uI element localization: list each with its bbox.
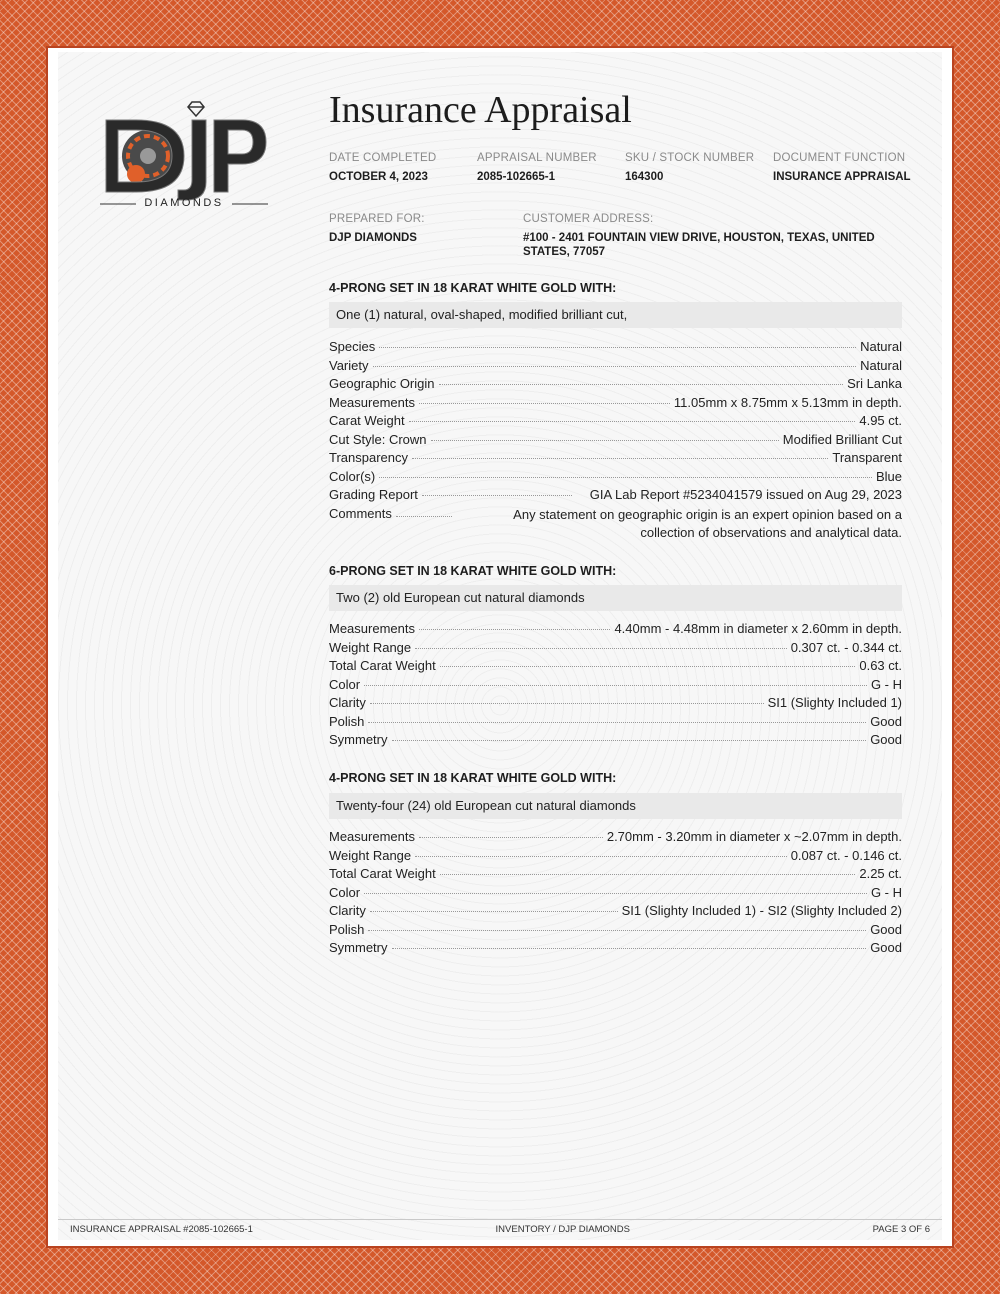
spec-row bbox=[329, 469, 902, 488]
section-description: One (1) natural, oval-shaped, modified brilliant cut, bbox=[329, 302, 902, 328]
spec-value: 11.05mm x 8.75mm x 5.13mm in depth. bbox=[673, 394, 902, 410]
spec-row bbox=[329, 903, 902, 922]
spec-value: SI1 (Slighty Included 1) - SI2 (Slighty Included 2) bbox=[621, 903, 902, 918]
spec-label: Weight Range bbox=[329, 639, 412, 655]
page-footer bbox=[70, 1224, 930, 1235]
address-value: #100 - 2401 FOUNTAIN VIEW DRIVE, HOUSTON, TEXAS, UNITED STATES, 77057 bbox=[523, 232, 875, 258]
spec-label: Measurements bbox=[329, 621, 415, 636]
spec-row bbox=[329, 450, 902, 469]
dot-leader bbox=[409, 421, 856, 422]
spec-row bbox=[329, 866, 902, 885]
spec-row bbox=[329, 885, 902, 904]
spec-label: Total Carat Weight bbox=[329, 658, 436, 673]
prepared-value: DJP DIAMONDS bbox=[329, 232, 417, 244]
spec-label: Weight Range bbox=[329, 847, 412, 863]
spec-value: Good bbox=[870, 713, 902, 729]
spec-row bbox=[329, 640, 902, 659]
spec-label: Color bbox=[329, 884, 361, 900]
spec-row bbox=[329, 432, 902, 451]
dot-leader bbox=[370, 911, 618, 912]
meta-label: DATE COMPLETED bbox=[329, 152, 437, 164]
prepared-label: PREPARED FOR: bbox=[329, 213, 425, 225]
spec-label: Measurements bbox=[329, 394, 415, 410]
meta-label: APPRAISAL NUMBER bbox=[477, 152, 597, 164]
spec-value: 4.95 ct. bbox=[859, 413, 902, 428]
spec-value: Modified Brilliant Cut bbox=[782, 431, 902, 447]
dot-leader bbox=[419, 837, 603, 838]
meta-value: INSURANCE APPRAISAL bbox=[773, 171, 911, 183]
spec-row bbox=[329, 658, 902, 677]
spec-value: 0.087 ct. - 0.146 ct. bbox=[790, 847, 902, 863]
spec-label: Total Carat Weight bbox=[329, 866, 436, 881]
spec-value: G - H bbox=[870, 884, 902, 900]
dot-leader bbox=[422, 495, 572, 496]
spec-row bbox=[329, 339, 902, 358]
spec-value: 0.307 ct. - 0.344 ct. bbox=[790, 639, 902, 655]
dot-leader bbox=[431, 440, 779, 441]
dot-leader bbox=[412, 458, 828, 459]
dot-leader bbox=[419, 403, 670, 404]
spec-row bbox=[329, 677, 902, 696]
spec-label: Color bbox=[329, 676, 361, 692]
dot-leader bbox=[379, 347, 856, 348]
dot-leader bbox=[396, 516, 452, 517]
meta-date-completed bbox=[329, 152, 436, 184]
meta-value: 2085-102665-1 bbox=[477, 171, 556, 183]
spec-value: Natural bbox=[860, 339, 902, 354]
spec-row bbox=[329, 506, 902, 543]
dot-leader bbox=[415, 648, 787, 649]
meta-appraisal-number bbox=[477, 152, 597, 184]
logo-subtitle: DIAMONDS bbox=[144, 197, 224, 209]
section-heading: 6-PRONG SET IN 18 KARAT WHITE GOLD WITH: bbox=[329, 564, 617, 578]
spec-value: Good bbox=[870, 940, 902, 955]
spec-row bbox=[329, 940, 902, 959]
dot-leader bbox=[364, 893, 867, 894]
spec-label: Polish bbox=[329, 713, 365, 729]
meta-value: OCTOBER 4, 2023 bbox=[329, 171, 428, 183]
meta-document-function bbox=[773, 152, 911, 184]
djp-logo bbox=[96, 96, 272, 222]
meta-label: DOCUMENT FUNCTION bbox=[773, 152, 906, 164]
spec-label: Clarity bbox=[329, 903, 366, 918]
spec-label: Variety bbox=[329, 357, 369, 373]
spec-row bbox=[329, 714, 902, 733]
spec-row bbox=[329, 358, 902, 377]
spec-value: 0.63 ct. bbox=[859, 658, 902, 673]
spec-value: Blue bbox=[875, 468, 902, 484]
dot-leader bbox=[379, 477, 872, 478]
footer-appraisal-ref: INSURANCE APPRAISAL #2085-102665-1 bbox=[70, 1224, 253, 1235]
spec-row bbox=[329, 829, 902, 848]
spec-label: Cut Style: Crown bbox=[329, 431, 427, 447]
section-description: Twenty-four (24) old European cut natural diamonds bbox=[329, 793, 902, 819]
spec-label: Measurements bbox=[329, 829, 415, 844]
spec-row bbox=[329, 395, 902, 414]
spec-value: 4.40mm - 4.48mm in diameter x 2.60mm in depth. bbox=[614, 621, 902, 636]
spec-label: Clarity bbox=[329, 695, 366, 710]
dot-leader bbox=[440, 666, 856, 667]
dot-leader bbox=[419, 629, 610, 630]
spec-row bbox=[329, 413, 902, 432]
section-heading: 4-PRONG SET IN 18 KARAT WHITE GOLD WITH: bbox=[329, 281, 617, 295]
spec-list bbox=[329, 621, 902, 751]
section-heading: 4-PRONG SET IN 18 KARAT WHITE GOLD WITH: bbox=[329, 771, 617, 785]
spec-value: Natural bbox=[860, 357, 902, 373]
meta-value: 164300 bbox=[625, 171, 664, 183]
spec-label: Geographic Origin bbox=[329, 376, 435, 391]
dot-leader bbox=[392, 740, 867, 741]
spec-row bbox=[329, 922, 902, 941]
spec-row bbox=[329, 621, 902, 640]
spec-row bbox=[329, 487, 902, 506]
spec-label: Comments bbox=[329, 505, 392, 521]
spec-row bbox=[329, 848, 902, 867]
dot-leader bbox=[364, 685, 867, 686]
dot-leader bbox=[440, 874, 856, 875]
footer-divider bbox=[58, 1219, 942, 1220]
dot-leader bbox=[392, 948, 867, 949]
spec-label: Color(s) bbox=[329, 468, 376, 484]
dot-leader bbox=[439, 384, 844, 385]
dot-leader bbox=[373, 366, 857, 367]
dot-leader bbox=[415, 856, 787, 857]
spec-label: Polish bbox=[329, 921, 365, 937]
spec-row bbox=[329, 376, 902, 395]
spec-list bbox=[329, 829, 902, 959]
meta-label: SKU / STOCK NUMBER bbox=[625, 152, 755, 164]
spec-value: 2.25 ct. bbox=[859, 866, 902, 881]
dot-leader bbox=[368, 722, 866, 723]
dot-leader bbox=[368, 930, 866, 931]
meta-sku bbox=[625, 152, 754, 184]
address-label: CUSTOMER ADDRESS: bbox=[523, 213, 654, 225]
spec-label: Transparency bbox=[329, 450, 408, 465]
spec-label: Species bbox=[329, 339, 376, 354]
spec-row bbox=[329, 695, 902, 714]
spec-label: Symmetry bbox=[329, 732, 388, 747]
diamond-icon bbox=[188, 102, 204, 116]
spec-label: Carat Weight bbox=[329, 413, 405, 428]
footer-page-number: PAGE 3 OF 6 bbox=[872, 1224, 930, 1235]
page-title: Insurance Appraisal bbox=[329, 89, 632, 131]
customer-address bbox=[523, 213, 903, 259]
spec-label: Symmetry bbox=[329, 940, 388, 955]
spec-value: Good bbox=[870, 921, 902, 937]
dot-leader bbox=[370, 703, 764, 704]
spec-label: Grading Report bbox=[329, 487, 418, 502]
spec-value: 2.70mm - 3.20mm in diameter x ~2.07mm in depth. bbox=[606, 829, 902, 844]
spec-value: SI1 (Slighty Included 1) bbox=[767, 695, 902, 710]
spec-value: G - H bbox=[870, 676, 902, 692]
footer-inventory: INVENTORY / DJP DIAMONDS bbox=[495, 1224, 630, 1235]
spec-value: GIA Lab Report #5234041579 issued on Aug 29, 2023 bbox=[589, 487, 902, 502]
spec-value: Good bbox=[870, 732, 902, 747]
section-description: Two (2) old European cut natural diamonds bbox=[329, 585, 902, 611]
spec-value: Transparent bbox=[832, 450, 902, 465]
spec-row bbox=[329, 732, 902, 751]
prepared-for bbox=[329, 213, 425, 245]
spec-value: Any statement on geographic origin is an expert opinion based on a collection of observations and analytical data. bbox=[513, 506, 902, 540]
spec-list bbox=[329, 339, 902, 543]
spec-value: Sri Lanka bbox=[847, 376, 902, 391]
